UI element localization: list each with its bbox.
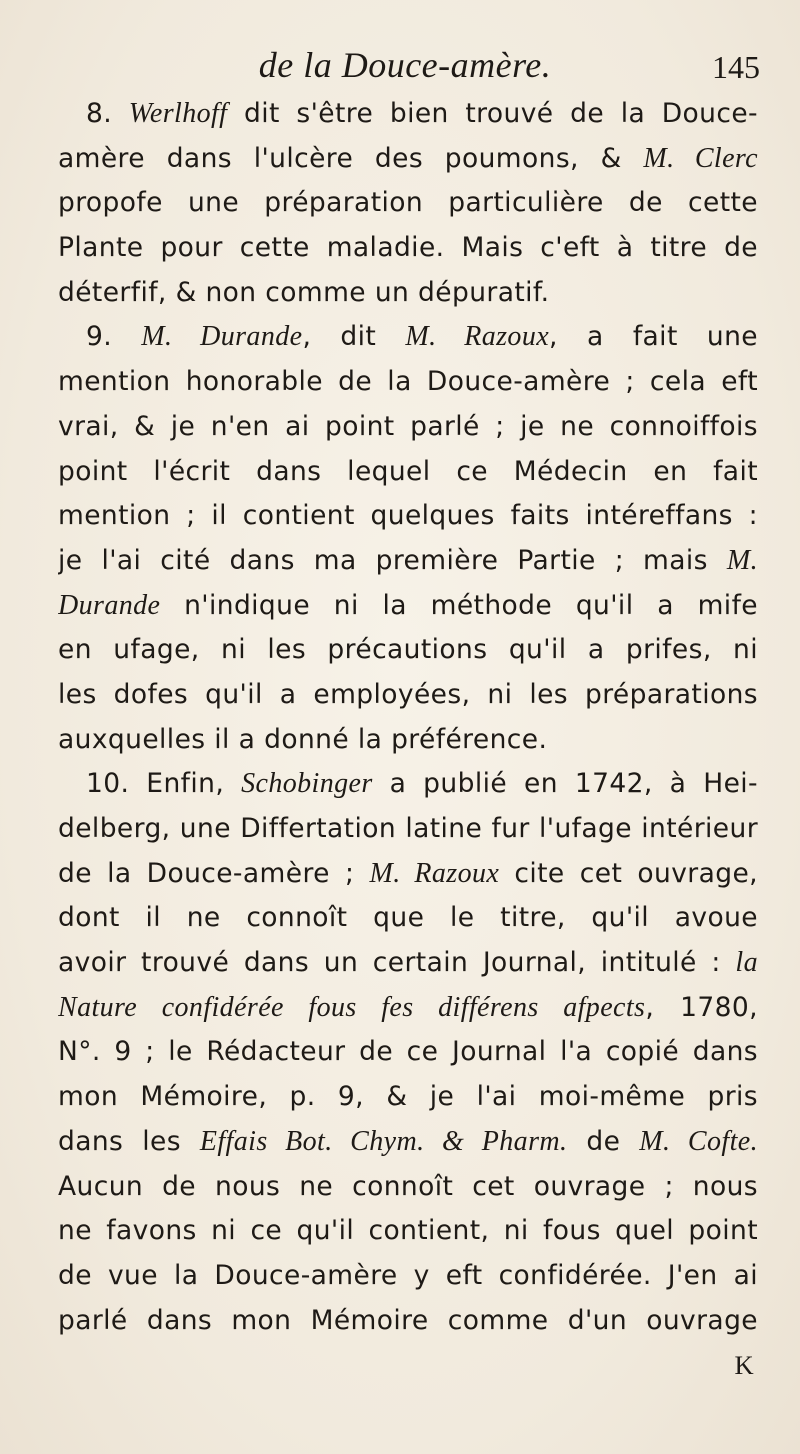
text-line: delberg, une Differtation latine fur l'ufage intérieur bbox=[58, 813, 758, 844]
text-line: les dofes qu'il a employées, ni les préparations bbox=[58, 678, 758, 710]
text-line: Durande n'indique ni la méthode qu'il a mife bbox=[58, 589, 758, 621]
text-line: de la Douce-amère ; M. Razoux cite cet ouvrage, bbox=[58, 857, 758, 889]
text-line: dans les Effais Bot. Chym. & Pharm. de M. Cofte. bbox=[58, 1125, 758, 1157]
text-line: mon Mémoire, p. 9, & je l'ai moi-même pris bbox=[58, 1081, 758, 1113]
text-line: ne favons ni ce qu'il contient, ni fous quel point bbox=[58, 1215, 758, 1247]
text-line: je l'ai cité dans ma première Partie ; mais M. bbox=[58, 544, 758, 576]
text-line: avoir trouvé dans un certain Journal, intitulé : la bbox=[58, 947, 758, 979]
running-head bbox=[60, 40, 760, 90]
text-line: N°. 9 ; le Rédacteur de ce Journal l'a copié dans bbox=[58, 1036, 758, 1068]
text-line: point l'écrit dans lequel ce Médecin en fait bbox=[58, 455, 758, 487]
text-line: dont il ne connoît que le titre, qu'il avoue bbox=[58, 902, 758, 934]
text-line: amère dans l'ulcère des poumons, & M. Clerc bbox=[58, 142, 758, 174]
text-line: parlé dans mon Mémoire comme d'un ouvrage bbox=[58, 1304, 758, 1336]
body-text bbox=[58, 92, 758, 1388]
catchword: K bbox=[734, 1350, 754, 1381]
text-line: mention honorable de la Douce-amère ; cela eft bbox=[58, 366, 758, 398]
text-line: de vue la Douce-amère y eft confidérée. J'en ai bbox=[58, 1259, 758, 1291]
text-line: 10. Enfin, Schobinger a publié en 1742, à Hei- bbox=[86, 768, 758, 800]
text-line: 8. Werlhoff dit s'être bien trouvé de la Douce- bbox=[86, 98, 758, 129]
text-line: en ufage, ni les précautions qu'il a prifes, ni bbox=[58, 634, 758, 666]
text-line: propofe une préparation particulière de cette bbox=[58, 187, 758, 219]
text-line: auxquelles il a donné la préférence. bbox=[58, 723, 548, 755]
text-line: 9. M. Durande, dit M. Razoux, a fait une bbox=[86, 321, 758, 353]
text-line: Aucun de nous ne connoît cet ouvrage ; nous bbox=[58, 1170, 758, 1202]
text-line: Plante pour cette maladie. Mais c'eft à titre de bbox=[58, 232, 758, 264]
text-line: mention ; il contient quelques faits intéreffans : bbox=[58, 500, 758, 532]
text-line: Nature confidérée fous fes différens afpects, 1780, bbox=[58, 991, 758, 1023]
running-title: de la Douce-amère. bbox=[258, 45, 552, 85]
text-line: déterfif, & non comme un dépuratif. bbox=[58, 276, 550, 308]
page-number: 145 bbox=[712, 49, 760, 85]
text-line: vrai, & je n'en ai point parlé ; je ne connoiffois bbox=[58, 410, 758, 442]
